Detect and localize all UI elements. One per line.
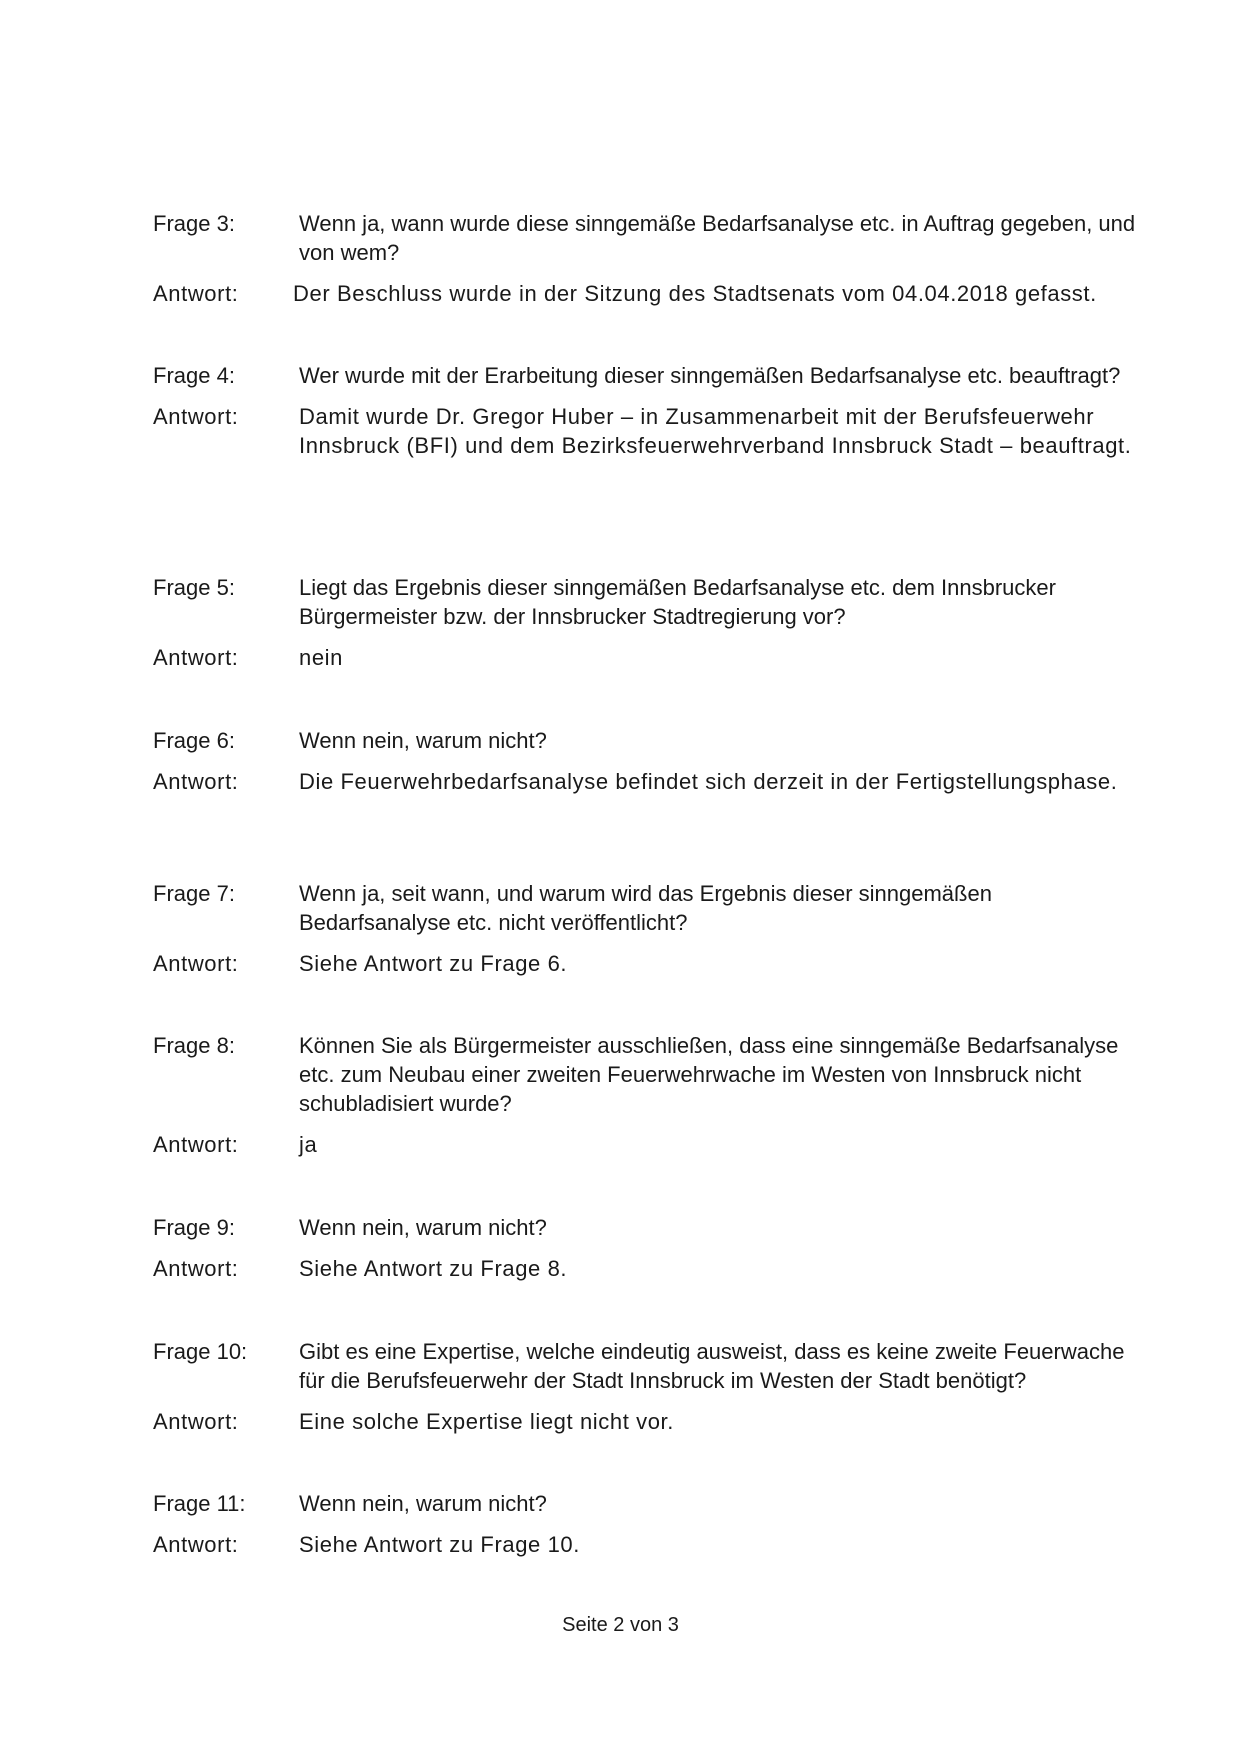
answer-text: Siehe Antwort zu Frage 10. bbox=[299, 1532, 580, 1557]
question-row bbox=[153, 1337, 1143, 1395]
answer-text: Eine solche Expertise liegt nicht vor. bbox=[299, 1409, 674, 1434]
question-row bbox=[153, 361, 1143, 390]
question-label: Frage 3: bbox=[153, 211, 235, 236]
answer-text: Damit wurde Dr. Gregor Huber – in Zusammenarbeit mit der Berufsfeuerwehr Innsbruck (BFI) und dem Bezirksfeuerwehrverband Innsbruck Stadt – beauftragt. bbox=[299, 404, 1132, 458]
question-text: Wenn nein, warum nicht? bbox=[299, 728, 547, 753]
question-row bbox=[153, 209, 1143, 267]
question-label: Frage 5: bbox=[153, 575, 235, 600]
question-label: Frage 4: bbox=[153, 363, 235, 388]
answer-row bbox=[153, 279, 1143, 308]
qa-block-10 bbox=[153, 1337, 1143, 1436]
answer-text: Siehe Antwort zu Frage 8. bbox=[299, 1256, 568, 1281]
answer-label: Antwort: bbox=[153, 1132, 239, 1157]
answer-row bbox=[153, 767, 1143, 796]
question-row bbox=[153, 1213, 1143, 1242]
answer-row bbox=[153, 949, 1143, 978]
qa-block-4 bbox=[153, 361, 1143, 460]
answer-row bbox=[153, 402, 1143, 460]
question-label: Frage 9: bbox=[153, 1215, 235, 1240]
question-text: Wenn nein, warum nicht? bbox=[299, 1491, 547, 1516]
question-row bbox=[153, 573, 1143, 631]
answer-label: Antwort: bbox=[153, 769, 239, 794]
answer-label: Antwort: bbox=[153, 1409, 239, 1434]
answer-text: ja bbox=[299, 1132, 318, 1157]
question-label: Frage 8: bbox=[153, 1033, 235, 1058]
question-text: Liegt das Ergebnis dieser sinngemäßen Bedarfsanalyse etc. dem Innsbrucker Bürgermeister bzw. der Innsbrucker Stadtregierung vor? bbox=[299, 575, 1056, 629]
question-row bbox=[153, 1489, 1143, 1518]
question-label: Frage 11: bbox=[153, 1491, 246, 1516]
answer-row bbox=[153, 1407, 1143, 1436]
question-label: Frage 10: bbox=[153, 1339, 248, 1364]
qa-block-3 bbox=[153, 209, 1143, 308]
qa-block-9 bbox=[153, 1213, 1143, 1283]
answer-label: Antwort: bbox=[153, 645, 239, 670]
answer-row bbox=[153, 1530, 1143, 1559]
qa-block-11 bbox=[153, 1489, 1143, 1559]
question-text: Gibt es eine Expertise, welche eindeutig ausweist, dass es keine zweite Feuerwache für die Berufsfeuerwehr der Stadt Innsbruck im Westen der Stadt benötigt? bbox=[299, 1339, 1125, 1393]
question-row bbox=[153, 1031, 1143, 1118]
answer-label: Antwort: bbox=[153, 1532, 239, 1557]
answer-label: Antwort: bbox=[153, 1256, 239, 1281]
qa-block-5 bbox=[153, 573, 1143, 672]
answer-label: Antwort: bbox=[153, 404, 239, 429]
answer-text: Der Beschluss wurde in der Sitzung des Stadtsenats vom 04.04.2018 gefasst. bbox=[293, 281, 1097, 306]
question-text: Können Sie als Bürgermeister ausschließen, dass eine sinngemäße Bedarfsanalyse etc. zum Neubau einer zweiten Feuerwehrwache im Westen von Innsbruck nicht schubladisiert wurde? bbox=[299, 1033, 1119, 1116]
question-text: Wenn nein, warum nicht? bbox=[299, 1215, 547, 1240]
question-label: Frage 6: bbox=[153, 728, 235, 753]
question-label: Frage 7: bbox=[153, 881, 235, 906]
question-text: Wenn ja, wann wurde diese sinngemäße Bedarfsanalyse etc. in Auftrag gegeben, und von wem? bbox=[299, 211, 1136, 265]
answer-label: Antwort: bbox=[153, 951, 239, 976]
answer-row bbox=[153, 1130, 1143, 1159]
page-number-footer: Seite 2 von 3 bbox=[562, 1614, 679, 1636]
question-text: Wenn ja, seit wann, und warum wird das Ergebnis dieser sinngemäßen Bedarfsanalyse etc. nicht veröffentlicht? bbox=[299, 881, 992, 935]
answer-row bbox=[153, 1254, 1143, 1283]
answer-text: Die Feuerwehrbedarfsanalyse befindet sich derzeit in der Fertigstellungsphase. bbox=[299, 769, 1118, 794]
qa-block-6 bbox=[153, 726, 1143, 796]
qa-block-8 bbox=[153, 1031, 1143, 1159]
answer-label: Antwort: bbox=[153, 281, 239, 306]
question-row bbox=[153, 879, 1143, 937]
question-text: Wer wurde mit der Erarbeitung dieser sinngemäßen Bedarfsanalyse etc. beauftragt? bbox=[299, 363, 1121, 388]
qa-block-7 bbox=[153, 879, 1143, 978]
answer-text: nein bbox=[299, 645, 343, 670]
question-row bbox=[153, 726, 1143, 755]
answer-text: Siehe Antwort zu Frage 6. bbox=[299, 951, 568, 976]
answer-row bbox=[153, 643, 1143, 672]
